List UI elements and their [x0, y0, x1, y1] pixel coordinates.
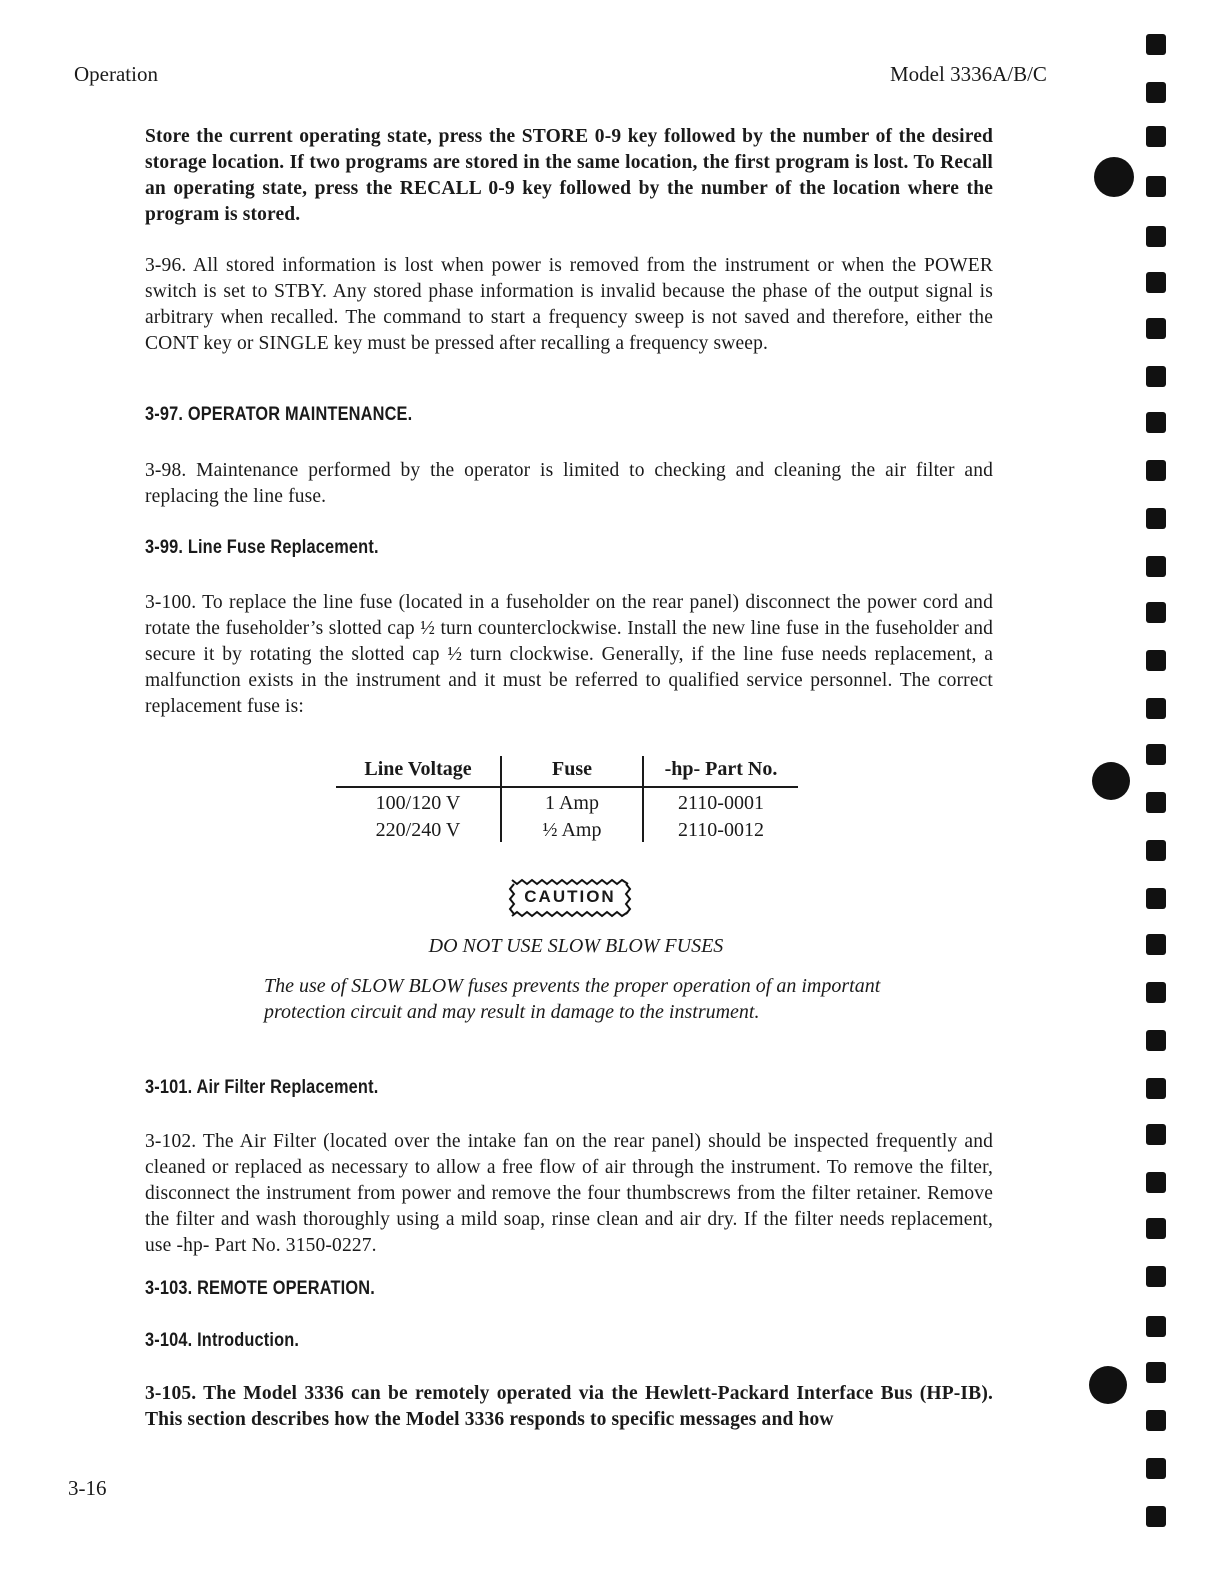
edge-mark: [1146, 602, 1166, 623]
table-row: [336, 787, 798, 815]
edge-mark: [1146, 1410, 1166, 1431]
cell-part-no: 2110-0012: [643, 815, 798, 842]
page-number: 3-16: [68, 1476, 107, 1500]
binder-hole-middle: [1092, 762, 1130, 800]
edge-mark: [1146, 840, 1166, 861]
heading-3-101: 3-101. Air Filter Replacement.: [145, 1077, 379, 1098]
running-header-model: Model 3336A/B/C: [890, 62, 1047, 86]
heading-3-104: 3-104. Introduction.: [145, 1330, 300, 1351]
edge-mark: [1146, 318, 1166, 339]
edge-mark: [1146, 1078, 1166, 1099]
edge-mark: [1146, 792, 1166, 813]
edge-mark: [1146, 366, 1166, 387]
cell-part-no: 2110-0001: [643, 787, 798, 815]
edge-mark: [1146, 1458, 1166, 1479]
edge-mark: [1146, 1266, 1166, 1287]
edge-mark: [1146, 508, 1166, 529]
cell-fuse: 1 Amp: [501, 787, 643, 815]
paragraph-3-100: 3-100. To replace the line fuse (located in a fuseholder on the rear panel) disconnect the power cord and rotate the fuseholder’s slotted cap ½ turn counterclockwise. Install the new line fuse in the fuseholder and secure it by rotating the slotted cap ½ turn clockwise. Generally, if the line fuse needs replacement, a malfunction exists in the instrument and it must be referred to qualified service personnel. The correct replacement fuse is:: [145, 592, 993, 717]
paragraph-3-102: 3-102. The Air Filter (located over the intake fan on the rear panel) should be inspected frequently and cleaned or replaced as necessary to allow a free flow of air through the instrument. To remove the filter, disconnect the instrument from power and remove the four thumbscrews from the filter retainer. Remove the filter and wash thoroughly using a mild soap, rinse clean and air dry. If the filter needs replacement, use -hp- Part No. 3150-0227.: [145, 1131, 993, 1256]
binder-hole-bottom: [1089, 1366, 1127, 1404]
table-row: [336, 815, 798, 842]
header-fuse: Fuse: [501, 756, 643, 787]
paragraph-store-recall: Store the current operating state, press the STORE 0-9 key followed by the number of the desired storage location. If two programs are stored in the same location, the first program is lost. To Recall an operating state, press the RECALL 0-9 key followed by the number of the location where the program is stored.: [145, 126, 993, 225]
edge-mark: [1146, 176, 1166, 197]
edge-mark: [1146, 650, 1166, 671]
edge-mark: [1146, 1218, 1166, 1239]
paragraph-3-98: 3-98. Maintenance performed by the operator is limited to checking and cleaning the air filter and replacing the line fuse.: [145, 460, 993, 507]
heading-3-97: 3-97. OPERATOR MAINTENANCE.: [145, 404, 413, 425]
paragraph-3-105: 3-105. The Model 3336 can be remotely operated via the Hewlett-Packard Interface Bus (HP-IB). This section describes how the Model 3336 responds to specific messages and how: [145, 1383, 993, 1430]
cell-fuse: ½ Amp: [501, 815, 643, 842]
edge-mark: [1146, 982, 1166, 1003]
edge-mark: [1146, 556, 1166, 577]
edge-mark: [1146, 226, 1166, 247]
edge-mark: [1146, 412, 1166, 433]
fuse-table-header-row: [336, 756, 798, 787]
edge-mark: [1146, 744, 1166, 765]
paragraph-3-96: 3-96. All stored information is lost when power is removed from the instrument or when the POWER switch is set to STBY. Any stored phase information is invalid because the phase of the output signal is arbitrary when recalled. The command to start a frequency sweep is not saved and therefore, either the CONT key or SINGLE key must be pressed after recalling a frequency sweep.: [145, 255, 993, 354]
edge-mark: [1146, 698, 1166, 719]
edge-mark: [1146, 888, 1166, 909]
heading-3-103: 3-103. REMOTE OPERATION.: [145, 1278, 375, 1299]
cell-voltage: 100/120 V: [375, 792, 461, 814]
cell-voltage: 220/240 V: [375, 819, 461, 841]
edge-mark: [1146, 272, 1166, 293]
edge-mark: [1146, 1316, 1166, 1337]
edge-mark: [1146, 934, 1166, 955]
edge-mark: [1146, 1124, 1166, 1145]
edge-mark: [1146, 460, 1166, 481]
edge-mark: [1146, 82, 1166, 103]
fuse-table: [336, 756, 798, 842]
caution-title: DO NOT USE SLOW BLOW FUSES: [428, 935, 724, 957]
edge-mark: [1146, 1362, 1166, 1383]
binder-hole-top: [1094, 157, 1134, 197]
edge-mark: [1146, 126, 1166, 147]
header-part-no: -hp- Part No.: [643, 756, 798, 787]
header-line-voltage: Line Voltage: [336, 756, 501, 787]
caution-badge: [508, 876, 632, 920]
running-header-section: Operation: [74, 62, 158, 86]
edge-mark: [1146, 34, 1166, 55]
caution-body: The use of SLOW BLOW fuses prevents the proper operation of an important protection circuit and may result in damage to the instrument.: [264, 975, 881, 1023]
caution-label: CAUTION: [524, 887, 616, 906]
heading-3-99: 3-99. Line Fuse Replacement.: [145, 537, 379, 558]
edge-mark: [1146, 1172, 1166, 1193]
edge-mark: [1146, 1030, 1166, 1051]
edge-mark: [1146, 1506, 1166, 1527]
